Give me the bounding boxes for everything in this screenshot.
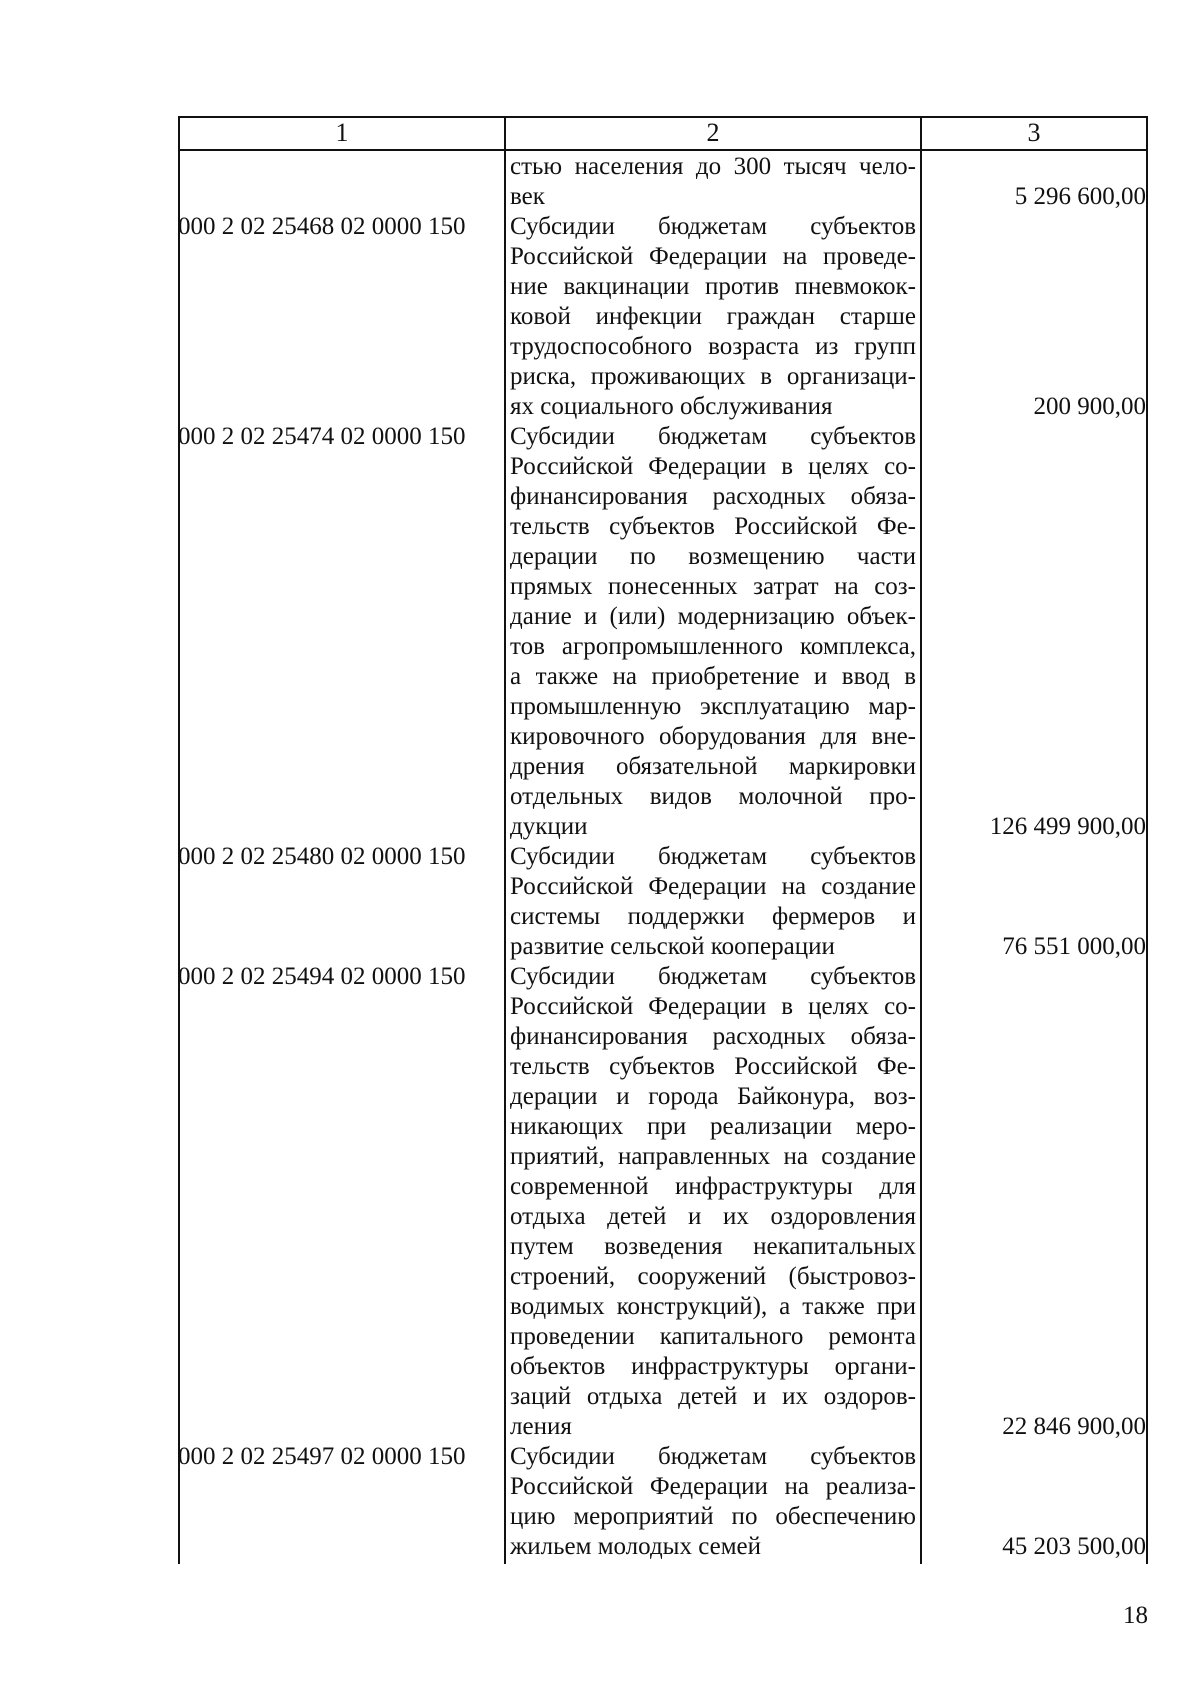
table-left-rule <box>178 116 180 1564</box>
row-description <box>510 152 916 212</box>
description-line: риска, проживающих в организаци- <box>510 363 916 390</box>
description-line: приятий, направленных на создание <box>510 1143 916 1170</box>
row-amount: 45 203 500,00 <box>1002 1533 1146 1560</box>
description-line: тельств субъектов Российской Фе- <box>510 1053 916 1080</box>
description-line: водимых конструкций), а также при <box>510 1293 916 1320</box>
description-line: Субсидии бюджетам субъектов <box>510 423 916 450</box>
row-description <box>510 842 916 962</box>
description-line: дание и (или) модернизацию объек- <box>510 603 916 630</box>
description-line: заций отдыха детей и их оздоров- <box>510 1383 916 1410</box>
description-line: кировочного оборудования для вне- <box>510 723 916 750</box>
description-line: Российской Федерации в целях со- <box>510 453 916 480</box>
description-line: Российской Федерации на проведе- <box>510 243 916 270</box>
description-line: развитие сельской кооперации <box>510 933 835 960</box>
description-line: ковой инфекции граждан старше <box>510 303 916 330</box>
description-line: промышленную эксплуатацию мар- <box>510 693 916 720</box>
description-line: трудоспособного возраста из групп <box>510 333 916 360</box>
table-right-rule <box>1146 116 1148 1564</box>
description-line: тельств субъектов Российской Фе- <box>510 513 916 540</box>
description-line: строений, сооружений (быстровоз- <box>510 1263 916 1290</box>
column-divider-1 <box>504 116 506 1564</box>
row-description <box>510 212 916 422</box>
description-line: Субсидии бюджетам субъектов <box>510 213 916 240</box>
row-amount: 126 499 900,00 <box>989 813 1146 840</box>
column-header-3: 3 <box>1027 118 1041 147</box>
description-line: Субсидии бюджетам субъектов <box>510 1443 916 1470</box>
description-line: объектов инфраструктуры органи- <box>510 1353 916 1380</box>
description-line: прямых понесенных затрат на соз- <box>510 573 916 600</box>
description-line: современной инфраструктуры для <box>510 1173 916 1200</box>
description-line: стью населения до 300 тысяч чело- <box>510 153 916 180</box>
description-line: ления <box>510 1413 572 1440</box>
description-line: Российской Федерации на реализа- <box>510 1473 916 1500</box>
budget-code: 000 2 02 25480 02 0000 150 <box>178 843 466 870</box>
column-divider-2 <box>920 116 922 1564</box>
budget-code: 000 2 02 25497 02 0000 150 <box>178 1443 466 1470</box>
description-line: жильем молодых семей <box>510 1533 762 1560</box>
description-line: а также на приобретение и ввод в <box>510 663 916 690</box>
description-line: век <box>510 183 545 210</box>
row-description <box>510 1442 916 1562</box>
description-line: ях социального обслуживания <box>510 393 833 420</box>
description-line: Субсидии бюджетам субъектов <box>510 963 916 990</box>
row-amount: 76 551 000,00 <box>1002 933 1146 960</box>
description-line: дрения обязательной маркировки <box>510 753 916 780</box>
budget-code: 000 2 02 25468 02 0000 150 <box>178 213 466 240</box>
header-bottom-rule <box>178 149 1148 151</box>
description-line: тов агропромышленного комплекса, <box>510 633 916 660</box>
column-header-2: 2 <box>706 118 720 147</box>
description-line: финансирования расходных обяза- <box>510 483 916 510</box>
row-description <box>510 422 916 842</box>
column-header-1: 1 <box>335 118 349 147</box>
description-line: отдельных видов молочной про- <box>510 783 916 810</box>
budget-code: 000 2 02 25474 02 0000 150 <box>178 423 466 450</box>
description-line: Субсидии бюджетам субъектов <box>510 843 916 870</box>
row-amount: 5 296 600,00 <box>1014 183 1146 210</box>
description-line: путем возведения некапитальных <box>510 1233 916 1260</box>
description-line: отдыха детей и их оздоровления <box>510 1203 916 1230</box>
page-number: 18 <box>1123 1602 1148 1629</box>
description-line: цию мероприятий по обеспечению <box>510 1503 916 1530</box>
description-line: Российской Федерации на создание <box>510 873 916 900</box>
description-line: финансирования расходных обяза- <box>510 1023 916 1050</box>
description-line: системы поддержки фермеров и <box>510 903 916 930</box>
description-line: дукции <box>510 813 588 840</box>
row-description <box>510 962 916 1442</box>
description-line: дерации и города Байконура, воз- <box>510 1083 916 1110</box>
description-line: никающих при реализации меро- <box>510 1113 916 1140</box>
row-amount: 200 900,00 <box>1033 393 1146 420</box>
row-amount: 22 846 900,00 <box>1002 1413 1146 1440</box>
description-line: ние вакцинации против пневмокок- <box>510 273 916 300</box>
description-line: Российской Федерации в целях со- <box>510 993 916 1020</box>
budget-code: 000 2 02 25494 02 0000 150 <box>178 963 466 990</box>
description-line: проведении капитального ремонта <box>510 1323 916 1350</box>
description-line: дерации по возмещению части <box>510 543 916 570</box>
